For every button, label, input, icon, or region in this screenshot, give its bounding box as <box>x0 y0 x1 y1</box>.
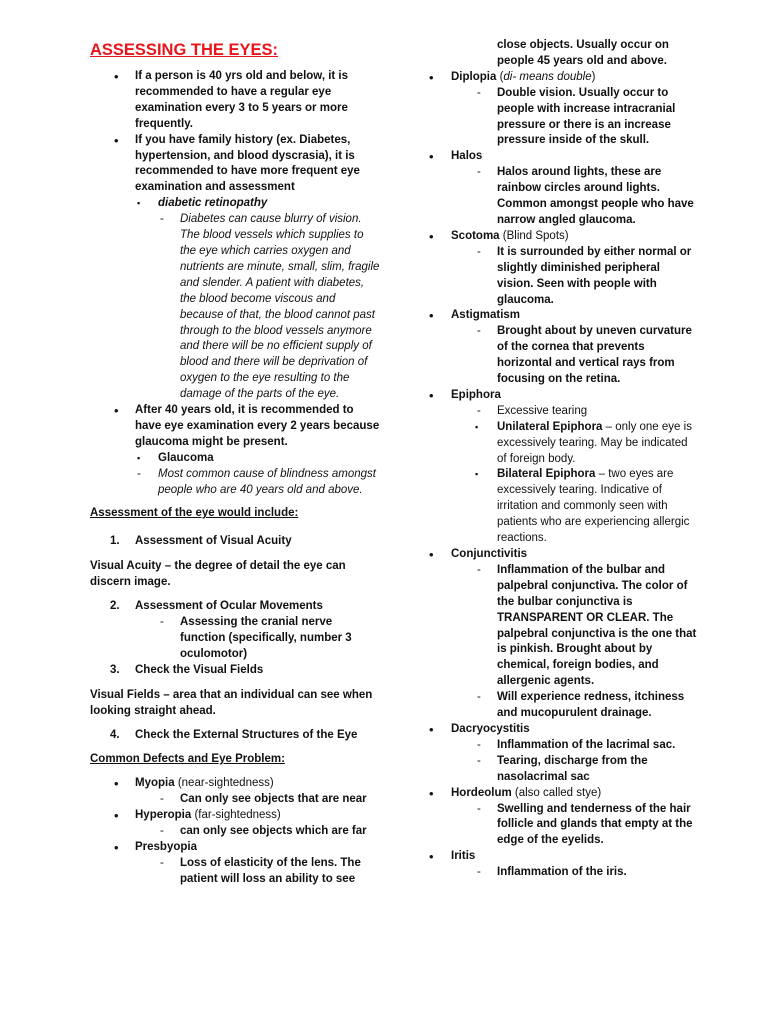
square-marker: ▪ <box>137 452 141 463</box>
list-item: • Conjunctivitis <box>429 547 528 562</box>
dash-marker: - <box>477 754 481 767</box>
right-column <box>427 0 697 881</box>
sub-list-item: - Double vision. Usually occur to people with increase intracranial pressure or there is an increase pressure inside of the skull. <box>477 86 676 147</box>
list-item: • Hordeolum (also called stye) <box>429 785 602 801</box>
sub-list-item: - Loss of elasticity of the lens. The patient will loss an ability to see <box>160 856 361 885</box>
sub-list-item: - Inflammation of the bulbar and palpebral conjunctiva. The color of the bulbar conjunctiva is TRANSPARENT OR CLEAR. The palpebral conjunctiva is the one that is pinkish. Brought about by chemical, foreign bodies, and allergenic agents. <box>477 563 697 688</box>
number-marker: 1. <box>110 535 120 548</box>
number-marker: 2. <box>110 600 120 613</box>
dash-marker: - <box>477 166 481 179</box>
sub-list-item: ▪ Glaucoma <box>90 451 380 467</box>
definition-visual-acuity: Visual Acuity – the degree of detail the eye can discern image. <box>90 560 346 589</box>
sub-list-item: - Assessing the cranial nerve function (specifically, number 3 oculomotor) <box>160 616 352 660</box>
dash-marker: - <box>477 563 481 576</box>
bullet-marker: • <box>429 785 434 801</box>
list-item: • Astigmatism <box>429 308 521 324</box>
bullet-marker: • <box>114 776 119 792</box>
section-heading-assessment: Assessment of the eye would include: <box>90 507 299 520</box>
list-item: • Myopia (near-sightedness) <box>114 776 274 792</box>
bullet-marker: • <box>429 721 434 737</box>
number-marker: 4. <box>110 729 120 742</box>
sub-list-item: - Most common cause of blindness amongst people who are 40 years old and above. <box>137 467 376 496</box>
bullet-marker: • <box>429 547 434 562</box>
bullet-marker: • <box>429 149 434 165</box>
square-marker: ▪ <box>137 198 141 209</box>
numbered-item: 1. Assessment of Visual Acuity <box>90 534 380 550</box>
list-item: • Halos <box>429 149 483 165</box>
bullet-marker: • <box>114 69 119 84</box>
sub-list-item: - Tearing, discharge from the nasolacrimal sac <box>477 754 648 783</box>
bullet-marker: • <box>429 228 434 244</box>
dash-marker: - <box>477 325 481 338</box>
list-item: • Diplopia (di- means double) <box>429 69 596 85</box>
continued-text: close objects. Usually occur on people 45 years old and above. <box>497 39 669 67</box>
dash-marker: - <box>477 404 481 417</box>
sub-list-item: - can only see objects which are far <box>90 824 380 840</box>
dash-marker: - <box>477 245 481 258</box>
bullet-marker: • <box>114 808 119 824</box>
bullet-marker: • <box>429 849 434 865</box>
list-item: • Scotoma (Blind Spots) <box>429 228 569 244</box>
sub-list-item: ▪ Unilateral Epiphora – only one eye is excessively tearing. May be indicated of foreign body. <box>475 420 692 465</box>
dash-marker: - <box>477 738 481 751</box>
dash-marker: - <box>160 793 164 806</box>
number-marker: 3. <box>110 663 120 676</box>
dash-marker: - <box>477 866 481 879</box>
square-marker: ▪ <box>475 469 479 480</box>
bullet-marker: • <box>429 308 434 324</box>
sub-list-item: - Excessive tearing <box>427 404 697 420</box>
list-item: • Hyperopia (far-sightedness) <box>114 808 281 824</box>
list-item: • After 40 years old, it is recommended to have eye examination every 2 years because glaucoma might be present. <box>114 403 380 448</box>
bullet-marker: • <box>114 132 119 148</box>
dash-marker: - <box>160 824 164 837</box>
list-item: • If a person is 40 yrs old and below, it is recommended to have a regular eye examination every 3 to 5 years or more frequently. <box>114 69 349 130</box>
definition-visual-fields: Visual Fields – area that an individual can see when looking straight ahead. <box>90 688 373 717</box>
list-item: • Presbyopia <box>114 839 197 855</box>
bullet-marker: • <box>429 387 434 403</box>
dash-marker: - <box>137 467 141 480</box>
list-item: • Iritis <box>429 849 476 865</box>
dash-marker: - <box>477 691 481 704</box>
dash-marker: - <box>477 86 481 99</box>
sub-list-item: - Inflammation of the iris. <box>427 865 697 881</box>
bullet-marker: • <box>429 69 434 85</box>
dash-marker: - <box>160 856 164 869</box>
sub-list-item: - Halos around lights, these are rainbow circles around lights. Common amongst people who have narrow angled glaucoma. <box>477 166 694 226</box>
left-column <box>90 0 380 888</box>
dash-marker: - <box>477 802 481 815</box>
list-item: • If you have family history (ex. Diabetes, hypertension, and blood dyscrasia), it is recommended to have more frequent eye examination and assessment <box>114 132 360 194</box>
section-heading-defects: Common Defects and Eye Problem: <box>90 753 285 766</box>
list-item: • Epiphora <box>429 387 501 403</box>
numbered-item: 4. Check the External Structures of the Eye <box>90 728 380 744</box>
sub-list-item: ▪ diabetic retinopathy <box>90 196 380 212</box>
numbered-item: 2. Assessment of Ocular Movements <box>90 599 380 615</box>
sub-list-item: - Can only see objects that are near <box>90 792 380 808</box>
bullet-marker: • <box>114 839 119 855</box>
sub-list-item: - It is surrounded by either normal or slightly diminished peripheral vision. Seen with people with glaucoma. <box>477 245 692 306</box>
list-item: • Dacryocystitis <box>429 721 530 737</box>
sub-list-item: - Will experience redness, itchiness and mucopurulent drainage. <box>477 691 685 720</box>
page-title: ASSESSING THE EYES: <box>90 41 278 59</box>
sub-sub-list-item: - Diabetes can cause blurry of vision. The blood vessels which supplies to the eye which carries oxygen and nutrients are minute, small, slim, fragile and slender. A patient with diabetes, the blood become viscous and because of that, the blood cannot past through to the blood vessels anymore and there will be no efficient supply of blood and there will be deprivation of oxygen to the eye resulting to the damage of the parts of the eye. <box>160 213 380 401</box>
sub-list-item: ▪ Bilateral Epiphora – two eyes are excessively tearing. Indicative of irritation and commonly seen with patients who are experiencing allergic reactions. <box>475 468 690 545</box>
sub-list-item: - Swelling and tenderness of the hair follicle and glands that empty at the edge of the eyelids. <box>477 802 693 847</box>
sub-list-item: - Brought about by uneven curvature of the cornea that prevents horizontal and vertical rays from focusing on the retina. <box>477 325 692 386</box>
bullet-marker: • <box>114 403 119 419</box>
sub-list-item: - Inflammation of the lacrimal sac. <box>427 738 697 754</box>
numbered-item: 3. Check the Visual Fields <box>90 663 380 679</box>
square-marker: ▪ <box>475 421 479 432</box>
dash-marker: - <box>160 616 164 628</box>
dash-marker: - <box>160 213 164 226</box>
